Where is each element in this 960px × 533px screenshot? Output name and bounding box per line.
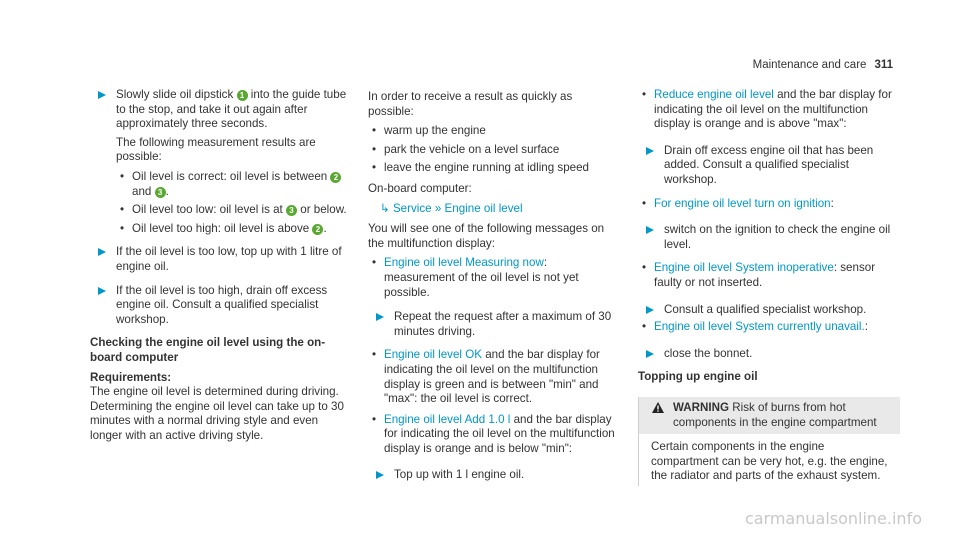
step-arrow-icon (98, 287, 106, 295)
marker-2-icon: 2 (330, 172, 341, 183)
step-arrow-icon (646, 350, 654, 358)
menu-engine-oil-level: Engine oil level (444, 201, 523, 215)
page-header (753, 58, 893, 73)
step-arrow-icon (98, 248, 106, 256)
step-arrow-icon (98, 91, 106, 99)
list-item: • Oil level is correct: oil level is between 2 and 3 . (116, 170, 352, 199)
step-slide-dipstick: Slowly slide oil dipstick 1 into the guide tube to the stop, and take it out again after approximately three seconds. The following measurement results are possible: • Oil level is correct: oil level is between 2 and 3 . • Oil level too low: oil level is at 3 or below. • Oil level too high: oil level is above 2 . (90, 88, 352, 236)
marker-3-icon: 3 (286, 205, 297, 216)
step-arrow-icon (646, 147, 654, 155)
section-heading: Topping up engine oil (638, 370, 758, 384)
submenu-arrow-icon: ↳ (380, 201, 390, 215)
column-2 (368, 88, 621, 492)
list-item: • Oil level too low: oil level is at 3 or below. (116, 203, 352, 218)
requirements-text: The engine oil level is determined during driving. Determining the engine oil level can take up to 30 minutes with a normal driving style and even longer with an active driving style. (90, 385, 344, 442)
quick-result-intro: In order to receive a result as quickly as possible: (368, 90, 573, 118)
warning-triangle-icon (652, 402, 664, 413)
display-message: Engine oil level Measuring now (384, 256, 544, 270)
display-message: Engine oil level Add 1.0 l (384, 412, 511, 426)
step-drain-excess: Drain off excess engine oil that has been added. Consult a qualified specialist workshop. (638, 144, 900, 188)
display-message: For engine oil level turn on ignition (654, 196, 831, 210)
step-arrow-icon (376, 471, 384, 479)
column-3 (638, 88, 900, 486)
marker-3-icon: 3 (155, 187, 166, 198)
warning-headline: Risk of burns from hot components in the engine compartment (673, 400, 877, 429)
step-arrow-icon (646, 226, 654, 234)
list-item: • Engine oil level System inoperative: sensor faulty or not inserted. (638, 261, 900, 290)
list-item: • leave the engine running at idling speed (368, 161, 621, 176)
menu-service: Service (392, 201, 432, 215)
list-item: • Engine oil level Measuring now: measurement of the oil level is not yet possible. (368, 256, 621, 300)
step-top-up: If the oil level is too low, top up with 1 litre of engine oil. (90, 245, 352, 274)
warning-label: WARNING (673, 400, 730, 414)
watermark: carmanualsonline.info (744, 509, 922, 529)
list-item: • For engine oil level turn on ignition: (638, 197, 900, 212)
step-close-bonnet: close the bonnet. (638, 347, 900, 362)
display-message: Engine oil level System currently unavail. (654, 320, 865, 334)
warning-box (638, 397, 900, 486)
display-message: Engine oil level System inoperative (654, 261, 834, 275)
step-repeat: Repeat the request after a maximum of 30 minutes driving. (368, 310, 621, 339)
messages-intro: You will see one of the following messages on the multifunction display: (368, 222, 605, 250)
step-drain: If the oil level is too high, drain off excess engine oil. Consult a qualified specialist workshop. (90, 284, 352, 328)
list-item: • Engine oil level System currently unavail.: (638, 320, 900, 335)
column-1 (90, 88, 352, 448)
warning-body: Certain components in the engine compartment can be very hot, e.g. the engine, the radiator and parts of the exhaust system. (651, 440, 888, 483)
requirements-label: Requirements: (90, 370, 172, 384)
display-message: Engine oil level OK (384, 348, 482, 362)
obc-label: On-board computer: (368, 181, 472, 195)
list-item: • park the vehicle on a level surface (368, 143, 621, 158)
step-consult: Consult a qualified specialist workshop. (638, 303, 900, 318)
menu-path (368, 202, 621, 217)
list-item: • Reduce engine oil level and the bar display for indicating the oil level on the multifunction display is orange and is above "max": (638, 88, 900, 132)
step-arrow-icon (376, 313, 384, 321)
list-item: • Engine oil level OK and the bar display for indicating the oil level on the multifunction display is green and is between "min" and "max": the oil level is correct. (368, 348, 621, 406)
section-title: Maintenance and care (752, 59, 867, 71)
results-intro: The following measurement results are possible: (116, 135, 316, 164)
list-item: • Oil level too high: oil level is above 2 . (116, 222, 352, 237)
marker-2-icon: 2 (312, 224, 323, 235)
warning-header (639, 397, 900, 434)
marker-1-icon: 1 (237, 90, 248, 101)
step-top-up-1l: Top up with 1 l engine oil. (368, 468, 621, 483)
step-arrow-icon (646, 306, 654, 314)
page-number: 311 (874, 59, 893, 71)
display-message: Reduce engine oil level (654, 88, 774, 101)
list-item: • warm up the engine (368, 124, 621, 139)
step-switch-on-ignition: switch on the ignition to check the engine oil level. (638, 223, 900, 252)
list-item: • Engine oil level Add 1.0 l and the bar display for indicating the oil level on the multifunction display is orange and is below "min": (368, 413, 621, 457)
double-chevron-icon: » (434, 201, 442, 215)
section-heading: Checking the engine oil level using the on-board computer (90, 336, 326, 364)
